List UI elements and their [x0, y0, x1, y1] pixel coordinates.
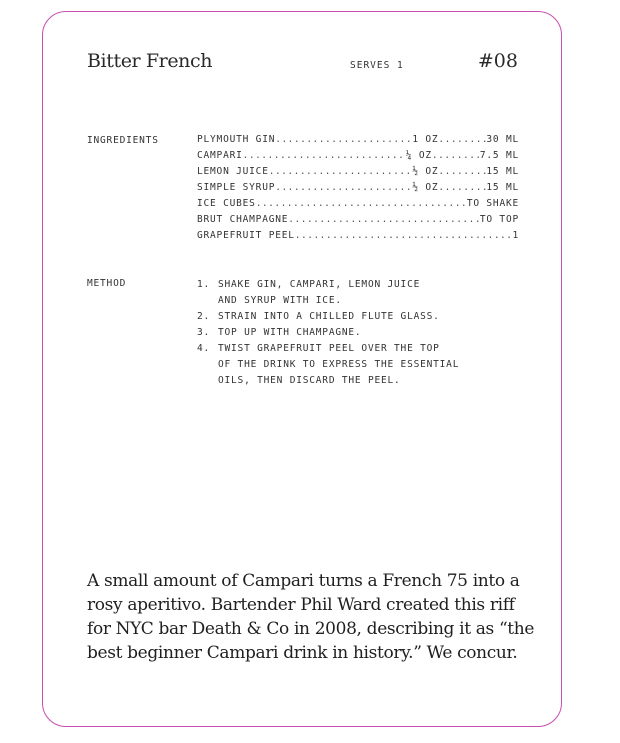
ingredient-row: [197, 214, 519, 230]
ingredient-ml: 30 ML: [486, 134, 519, 145]
ingredient-ml: 15 ML: [486, 182, 519, 193]
step-text: TOP UP WITH CHAMPAGNE.: [218, 327, 362, 338]
method-step: [197, 341, 519, 389]
ingredient-row: [197, 166, 519, 182]
ingredient-name: BRUT CHAMPAGNE: [197, 214, 289, 225]
ingredient-row: [197, 150, 519, 166]
method-step: [197, 325, 519, 341]
ingredient-name: SIMPLE SYRUP: [197, 182, 276, 193]
ingredient-row: [197, 198, 519, 214]
ingredient-qty: ¼ OZ: [405, 150, 432, 161]
ingredient-name: LEMON JUICE: [197, 166, 269, 177]
recipe-title: Bitter French: [87, 50, 213, 72]
recipe-card: [42, 11, 562, 727]
ingredient-qty: TO TOP: [479, 214, 519, 225]
ingredient-qty: 1: [512, 230, 519, 241]
ingredient-name: PLYMOUTH GIN: [197, 134, 276, 145]
ingredient-name: GRAPEFRUIT PEEL: [197, 230, 295, 241]
ingredient-ml: 7.5 ML: [479, 150, 519, 161]
ingredient-qty: ½ OZ: [412, 166, 439, 177]
step-number: 4.: [197, 343, 211, 354]
method-step: [197, 277, 519, 309]
ingredient-name: CAMPARI: [197, 150, 243, 161]
ingredients-list: [197, 134, 519, 246]
step-number: 2.: [197, 311, 211, 322]
step-text: TWIST GRAPEFRUIT PEEL OVER THE TOP OF THE DRINK TO EXPRESS THE ESSENTIAL OILS, THEN DISCARD THE PEEL.: [218, 343, 460, 386]
recipe-description: A small amount of Campari turns a French 75 into a rosy aperitivo. Bartender Phil Ward created this riff for NYC bar Death & Co in 2008, describing it as “the best beginner Campari drink in history.” We concur.: [87, 571, 535, 663]
method-step: [197, 309, 519, 325]
ingredient-qty: 1 OZ: [412, 134, 439, 145]
ingredient-ml: 15 ML: [486, 166, 519, 177]
step-text: STRAIN INTO A CHILLED FLUTE GLASS.: [218, 311, 440, 322]
ingredient-name: ICE CUBES: [197, 198, 256, 209]
method-label: METHOD: [87, 278, 127, 289]
ingredient-qty: TO SHAKE: [466, 198, 519, 209]
ingredient-qty: ½ OZ: [412, 182, 439, 193]
method-steps: [197, 277, 519, 389]
ingredient-row: [197, 230, 519, 246]
ingredients-label: INGREDIENTS: [87, 135, 159, 146]
ingredient-row: [197, 182, 519, 198]
step-text: SHAKE GIN, CAMPARI, LEMON JUICE AND SYRUP WITH ICE.: [218, 279, 421, 306]
step-number: 3.: [197, 327, 211, 338]
ingredient-row: [197, 134, 519, 150]
serves-count: SERVES 1: [350, 60, 404, 71]
recipe-number: #08: [477, 50, 518, 72]
step-number: 1.: [197, 279, 211, 290]
